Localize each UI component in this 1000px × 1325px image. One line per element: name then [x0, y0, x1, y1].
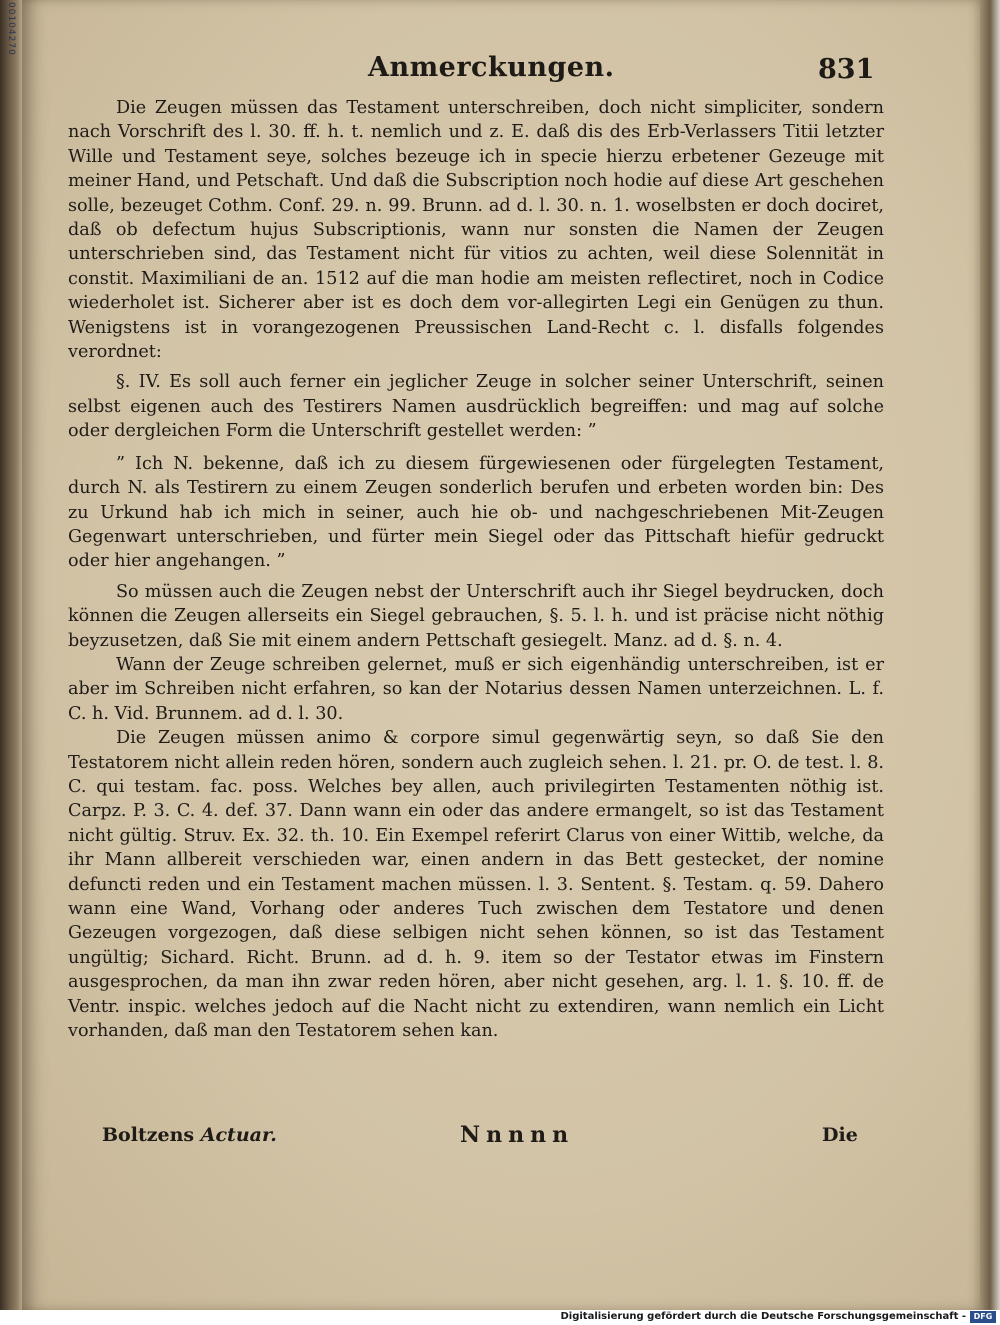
page-number: 831 [818, 54, 875, 85]
paragraph-formula-quote: ” Ich N. bekenne, daß ich zu diesem fürgewiesenen oder fürgelegten Testament, durch N. als Testirern zu einem Zeugen sonderlich berufen und erbeten worden bin: Des zu Urkund hab ich mich in seiner, auch hie ob- und nachgeschriebenen Mit-Zeugen Gegenwart unterschrieben, und fürter mein Siegel oder das Pittschaft hiefür gedruckt oder hier angehangen. ” [68, 453, 884, 572]
paragraph-testament-signing: Die Zeugen müssen das Testament unterschreiben, doch nicht simpliciter, sondern nach Vorschrift des l. 30. ff. h. t. nemlich und z. E. daß dis des Erb-Verlassers Titii letzter Wille und Testament seye, solches bezeuge ich in specie hierzu erbetener Gezeuge mit meiner Hand, und Petschaft. Und daß die Subscription noch hodie auf diese Art geschehen solle, bezeuget Cothm. Conf. 29. n. 99. Brunn. ad d. l. 30. n. 1. woselbsten er doch dociret, daß ob defectum hujus Subscriptionis, wann nur sonsten die Namen der Zeugen unterschrieben sind, das Testament nicht für vitios zu achten, weil diese Solennität in constit. Maximiliani de an. 1512 auf die man hodie am meisten reflectiret, noch in Codice wiederholet ist. Sicherer aber ist es doch dem vor-allegirten Legi ein Genügen zu thun. Wenigstens ist in vorangezogenen Preussischen Land-Recht c. l. disfalls folgendes verordnet: [68, 98, 884, 363]
signature-role: Actuar. [200, 1124, 277, 1146]
book-spine [0, 0, 22, 1310]
credit-bar [0, 1310, 1000, 1325]
spine-label: 00104270 [6, 2, 16, 56]
page-edge [980, 0, 1000, 1310]
paragraph-notary: Wann der Zeuge schreiben gelernet, muß er sich eigenhändig unterschreiben, ist er aber im Schreiben nicht erfahren, so kan der Notarius dessen Namen unterzeichnen. L. f. C. h. Vid. Brunnem. ad d. l. 30. [68, 654, 884, 724]
credit-text: Digitalisierung gefördert durch die Deutsche Forschungsgemeinschaft - [560, 1311, 966, 1322]
signature-name: Boltzens [102, 1124, 201, 1146]
running-title: Anmerckungen. [368, 52, 615, 83]
page-header [22, 48, 980, 88]
signature-mark: Nnnnn [460, 1122, 575, 1148]
catchword: Die [822, 1124, 858, 1146]
book-page [22, 0, 980, 1310]
page-footer [22, 1122, 980, 1156]
paragraph-law-quote: §. IV. Es soll auch ferner ein jeglicher Zeuge in solcher seiner Unterschrift, seinen selbst eigenen auch des Testirers Namen ausdrücklich begreiffen: und mag auf solche oder dergleichen Form die Unterschrift gestellet werden: ” [68, 372, 884, 442]
paragraph-presence: Die Zeugen müssen animo & corpore simul gegenwärtig seyn, so daß Sie den Testatorem nicht allein reden hören, sondern auch zugleich sehen. l. 21. pr. O. de test. l. 8. C. qui testam. fac. poss. Welches bey allen, auch privilegirten Testamenten nöthig ist. Carpz. P. 3. C. 4. def. 37. Dann wann ein oder das andere ermangelt, so ist das Testament nicht gültig. Struv. Ex. 32. th. 10. Ein Exempel referirt Clarus von einer Wittib, welche, da ihr Mann allbereit verschieden war, einen andern in das Bett gestecket, der nomine defuncti reden und ein Testament machen müssen. l. 3. Sentent. §. Testam. q. 59. Dahero wann eine Wand, Vorhang oder anderes Tuch zwischen dem Testatore und denen Gezeugen vorgezogen, daß diese selbigen nicht sehen können, so ist das Testament ungültig; Sichard. Richt. Brunn. ad d. h. 9. item so der Testator etwas im Finstern ausgesprochen, da man ihn zwar reden hören, aber nicht gesehen, arg. l. 1. §. 10. ff. de Ventr. inspic. welches jedoch auf die Nacht nicht zu extendiren, wann nemlich ein Licht vorhanden, daß man den Testatorem sehen kan. [68, 728, 884, 1042]
paragraph-seals: So müssen auch die Zeugen nebst der Unterschrift auch ihr Siegel beydrucken, doch können die Zeugen allerseits ein Siegel gebrauchen, §. 5. l. h. und ist präcise nicht nöthig beyzusetzen, daß Sie mit einem andern Pettschaft gesiegelt. Manz. ad d. §. n. 4. [68, 581, 884, 651]
dfg-logo-icon: DFG [970, 1311, 996, 1323]
signature [102, 1124, 277, 1146]
page-text [68, 96, 884, 1043]
